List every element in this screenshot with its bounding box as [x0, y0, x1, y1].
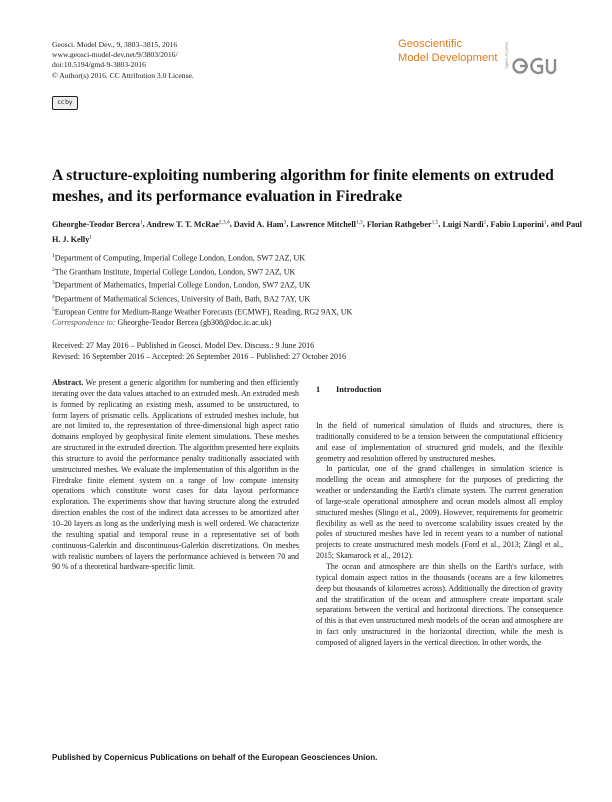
journal-name-line2: Model Development: [398, 52, 498, 64]
intro-paragraph: In the field of numerical simulation of fluids and structures, there is traditionally considered to be a tension between the computational efficiency and ease of implementation of structured grid models, and the flexible geometry and resolution offered by unstructured meshes.: [316, 421, 563, 463]
author-affiliation-mark: 1: [89, 234, 92, 241]
cc-license-icon-cc: cc: [57, 99, 65, 106]
introduction-body: [316, 421, 563, 649]
doi[interactable]: doi:10.5194/gmd-9-3803-2016: [52, 60, 146, 70]
author: [290, 220, 362, 229]
correspondence: [52, 318, 572, 329]
affiliation-number: 1: [52, 253, 55, 259]
correspondence-text[interactable]: Gheorghe-Teodor Bercea (gb308@doc.ic.ac.uk): [117, 318, 272, 327]
affiliation-text: Department of Mathematics, Imperial College London, London, SW7 2AZ, UK: [54, 280, 311, 290]
affiliation: [52, 292, 572, 306]
affiliation: [52, 278, 572, 292]
author-affiliation-mark: 1: [543, 219, 547, 225]
journal-url[interactable]: www.geosci-model-dev.net/9/3803/2016/: [52, 50, 178, 60]
intro-paragraph: In particular, one of the grand challenges in simulation science is modelling the ocean and atmosphere for the purposes of predicting the weather or understanding the Earth's climate system. The current generation of large-scale operational atmosphere and ocean models almost all employ structured meshes (Slingo et al., 2009). However, requirements for geometric flexibility as well as the need to overcome scalability issues created by the poles of structured meshes have led in recent years to a number of national projects to create unstructured mesh models (Ford et al., 2013; Zängl et al., 2015; Skamarock et al., 2012).: [316, 464, 563, 561]
author-name: Andrew T. T. McRae: [146, 219, 219, 229]
affiliation: [52, 305, 572, 319]
section-title: Introduction: [336, 385, 382, 394]
journal-citation: Geosci. Model Dev., 9, 3803–3815, 2016: [52, 40, 178, 49]
affiliation-text: Department of Computing, Imperial College London, London, SW7 2AZ, UK: [54, 253, 306, 263]
author: [234, 220, 287, 229]
author-affiliation-mark: 2,3,4: [218, 219, 230, 225]
author-affiliation-mark: 1: [483, 219, 487, 225]
author-affiliation-mark: 1,5: [431, 219, 439, 225]
author: [490, 220, 546, 229]
author-affiliation-mark: 3: [283, 219, 287, 225]
author-name: Florian Rathgeber: [366, 219, 432, 229]
correspondence-label: Correspondence to:: [52, 318, 116, 327]
author-name: Luigi Nardi: [442, 219, 484, 229]
received-date-line: Received: 27 May 2016 – Published in Geosci. Model Dev. Discuss.: 9 June 2016: [52, 341, 315, 350]
affiliation-number: 5: [52, 307, 55, 314]
affiliation-number: 2: [52, 266, 55, 273]
author-name: Gheorghe-Teodor Bercea: [52, 219, 140, 229]
affiliation: [52, 265, 572, 279]
section-heading: [316, 385, 566, 394]
journal-name: [398, 37, 508, 65]
copyright: © Author(s) 2016. CC Attribution 3.0 License.: [52, 70, 194, 80]
author-affiliation-mark: 1,3: [355, 219, 363, 225]
author-name: Fabio Luporini: [490, 219, 544, 229]
abstract-label: Abstract.: [52, 378, 84, 387]
affiliation-number: 3: [52, 280, 55, 287]
journal-name-line1: Geoscientific: [398, 38, 463, 50]
affiliation-number: 4: [52, 293, 55, 300]
author: [367, 220, 439, 229]
publication-dates: [52, 341, 572, 363]
publisher-footer: Published by Copernicus Publications on behalf of the European Geosciences Union.: [52, 753, 378, 762]
intro-paragraph: The ocean and atmosphere are thin shells on the Earth's surface, with typical domain aspect ratios in the thousands (oceans are a few kilometres deep but thousands of kilometres across). Additionally the direction of gravity and the stratification of the ocean and atmosphere create important scale separations between the vertical and horizontal directions. The consequence of this is that even unstructured mesh models of the ocean and atmosphere are in fact only unstructured in the horizontal direction, while the mesh is composed of aligned layers in the vertical direction. In other words, the: [316, 561, 563, 647]
author-name: Lawrence Mitchell: [290, 219, 356, 229]
cc-license-icon[interactable]: [52, 96, 78, 110]
egu-logo-icon: [512, 50, 558, 82]
author: [52, 220, 143, 229]
open-access-label: Open Access: [504, 41, 509, 69]
author-affiliation-mark: 1: [139, 219, 143, 225]
section-number: 1: [316, 385, 321, 394]
author-name: David A. Ham: [233, 219, 284, 229]
affiliation: [52, 251, 572, 265]
paper-title: A structure-exploiting numbering algorithm for finite elements on extruded meshes, and its performance evaluation in Firedrake: [52, 167, 554, 205]
affiliation-text: Department of Mathematical Sciences, University of Bath, Bath, BA2 7AY, UK: [54, 294, 311, 304]
author: [442, 220, 486, 229]
author-name: Paul H. J. Kelly: [52, 219, 582, 244]
cc-license-icon-by: by: [65, 99, 73, 106]
citation-block: [52, 40, 312, 81]
affiliation-text: European Centre for Medium-Range Weather Forecasts (ECMWF), Reading, RG2 9AX, UK: [54, 307, 353, 317]
affiliation-text: The Grantham Institute, Imperial College London, London, SW7 2AZ, UK: [54, 267, 296, 277]
author: [146, 220, 229, 229]
author-list: Gheorghe-Teodor Bercea$^1$, Andrew T. T. McRae$^{2,3,4}$, David A. Ham$^3$, Lawrence Mitchell$^{1,3}$, Florian Rathgeber$^{1,5}$, Luigi Nardi$^1$, Fabio Luporini$^1$, and Paul H. J. Kelly$^1$: [52, 219, 582, 244]
abstract-text: We present a generic algorithm for numbering and then efficiently iterating over the data values attached to an extruded mesh. An extruded mesh is formed by replicating an existing mesh, assumed to be unstructured, to form layers of prismatic cells. Applications of extruded meshes include, but are not limited to, the representation of three-dimensional high aspect ratio domains employed by geophysical finite element simulations. These meshes are structured in the extruded direction. The algorithm presented here exploits this structure to avoid the performance penalty traditionally associated with unstructured meshes. We evaluate the implementation of this algorithm in the Firedrake finite element system on a range of low compute intensity operations which constitute worst cases for data layout performance exploration. The experiments show that having structure along the extruded direction enables the cost of the indirect data accesses to be amortized after 10–20 layers as long as the underlying mesh is well ordered. We characterize the resulting spatial and temporal reuse in a representative set of both continuous-Galerkin and discontinuous-Galerkin discretizations. On meshes with realistic numbers of layers the performance achieved is between 70 and 90 % of a theoretical hardware-specific limit.: [52, 378, 299, 572]
affiliation-list: [52, 251, 572, 319]
revised-date-line: Revised: 16 September 2016 – Accepted: 26 September 2016 – Published: 27 October 2016: [52, 351, 346, 361]
abstract: [52, 378, 299, 573]
